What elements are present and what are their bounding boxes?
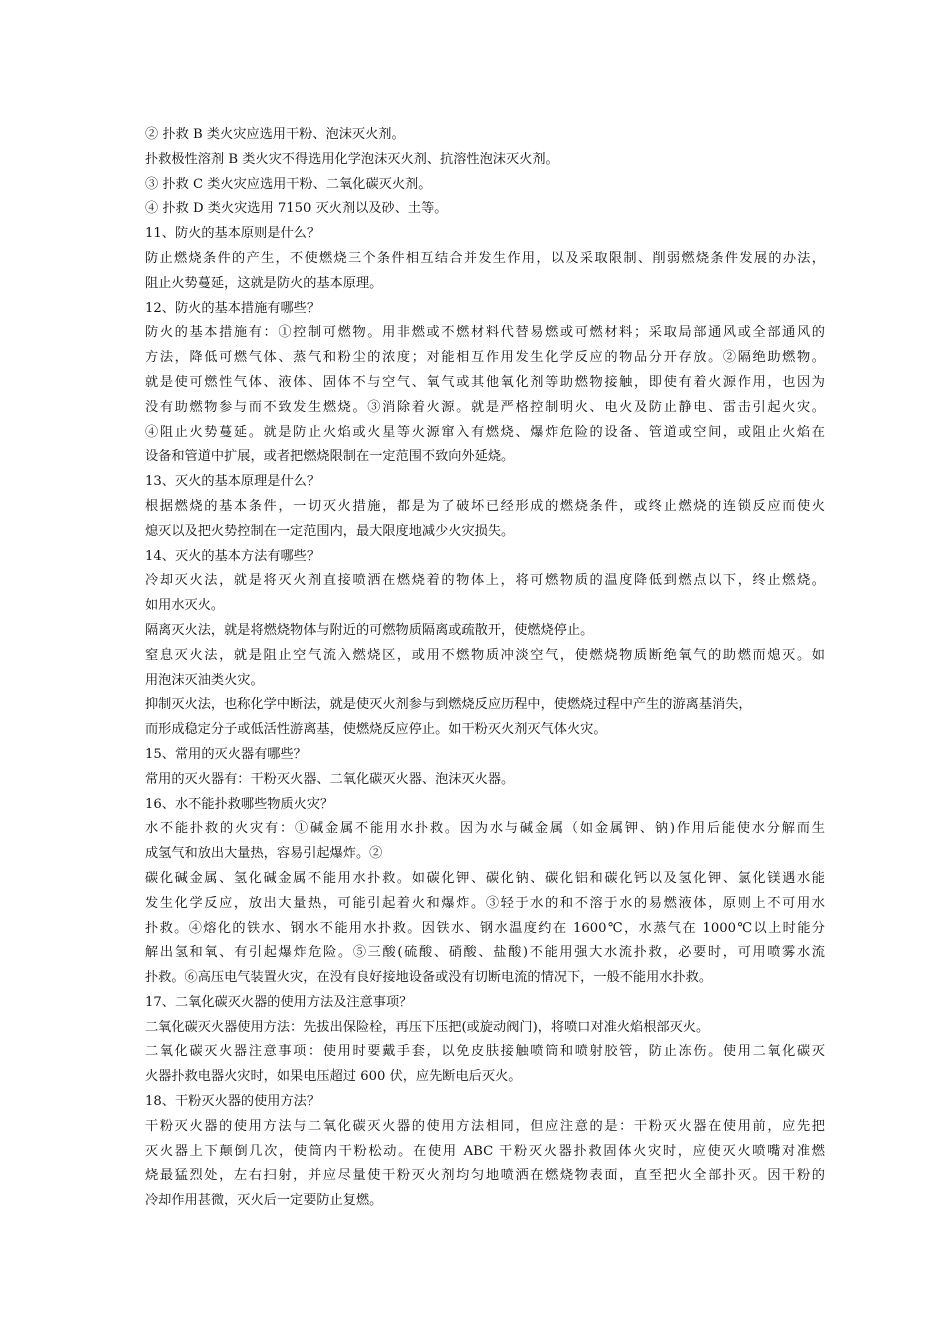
text-line: 阻止火势蔓延，这就是防火的基本原理。 bbox=[145, 275, 383, 291]
text-line: 冷却作用甚微，灭火后一定要防止复燃。 bbox=[145, 1193, 383, 1209]
text-line: 12、防火的基本措施有哪些？ bbox=[145, 300, 321, 316]
text-line: 15、常用的灭火器有哪些？ bbox=[145, 746, 307, 762]
text-line: 抑制灭火法，也称化学中断法，就是使灭火剂参与到燃烧反应历程中，使燃烧过程中产生的游离基消失， bbox=[145, 697, 752, 713]
text-line: 碳化碱金属、氢化碱金属不能用水扑救。如碳化钾、碳化钠、碳化铝和碳化钙以及氢化钾、氯化镁遇水能 bbox=[145, 870, 825, 886]
text-line: 如用水灭火。 bbox=[145, 598, 225, 614]
text-line: 发生化学反应，放出大量热，可能引起着火和爆炸。③轻于水的和不溶于水的易燃液体，原则上不可用水 bbox=[145, 895, 825, 911]
text-line: ④ 扑救 D 类火灾选用 7150 灭火剂以及砂、土等。 bbox=[145, 201, 448, 217]
text-line: 用泡沫灭油类火灾。 bbox=[145, 672, 264, 688]
text-line: 灭火器上下颠倒几次，使筒内干粉松动。在使用 ABC 干粉灭火器扑救固体火灾时，应使灭火喷嘴对准燃 bbox=[145, 1143, 825, 1159]
text-line: 扑救。⑥高压电气装置火灾，在没有良好接地设备或没有切断电流的情况下，一般不能用水扑救。 bbox=[145, 970, 713, 986]
text-line: 扑救极性溶剂 B 类火灾不得选用化学泡沫灭火剂、抗溶性泡沫灭火剂。 bbox=[145, 151, 559, 167]
text-line: 窒息灭火法，就是阻止空气流入燃烧区，或用不燃物质冲淡空气，使燃烧物质断绝氧气的助燃而熄灭。如 bbox=[145, 647, 825, 663]
text-line: ③ 扑救 C 类火灾应选用干粉、二氧化碳灭火剂。 bbox=[145, 176, 432, 192]
text-line: 防火的基本措施有：①控制可燃物。用非燃或不燃材料代替易燃或可燃材料；采取局部通风或全部通风的 bbox=[145, 325, 825, 341]
text-line: 解出氢和氧、有引起爆炸危险。⑤三酸(硫酸、硝酸、盐酸)不能用强大水流扑救，必要时，可用喷雾水流 bbox=[145, 945, 825, 961]
text-line: 二氧化碳灭火器注意事项：使用时要戴手套，以免皮肤接触喷筒和喷射胶管，防止冻伤。使用二氧化碳灭 bbox=[145, 1044, 825, 1060]
text-line: 水不能扑救的火灾有：①碱金属不能用水扑救。因为水与碱金属（如金属钾、钠)作用后能使水分解而生 bbox=[145, 821, 825, 837]
text-line: 扑救。④熔化的铁水、钢水不能用水扑救。因铁水、钢水温度约在 1600℃，水蒸气在 1000℃以上时能分 bbox=[145, 920, 825, 936]
text-line: 火器扑救电器火灾时，如果电压超过 600 伏，应先断电后灭火。 bbox=[145, 1069, 522, 1085]
text-line: 常用的灭火器有：干粉灭火器、二氧化碳灭火器、泡沫灭火器。 bbox=[145, 771, 515, 787]
text-line: 14、灭火的基本方法有哪些？ bbox=[145, 548, 321, 564]
document-page bbox=[145, 123, 825, 1214]
text-line: 17、二氧化碳灭火器的使用方法及注意事项？ bbox=[145, 994, 413, 1010]
text-line: 成氢气和放出大量热，容易引起爆炸。② bbox=[145, 846, 383, 862]
text-line: ④阻止火势蔓延。就是防止火焰或火星等火源窜入有燃烧、爆炸危险的设备、管道或空间，或阻止火焰在 bbox=[145, 424, 825, 440]
text-line: 11、防火的基本原则是什么？ bbox=[145, 226, 321, 242]
text-line: 烧最猛烈处，左右扫射，并应尽量使干粉灭火剂均匀地喷洒在燃烧物表面，直至把火全部扑灭。因干粉的 bbox=[145, 1168, 825, 1184]
text-line: 冷却灭火法，就是将灭火剂直接喷洒在燃烧着的物体上，将可燃物质的温度降低到燃点以下，终止燃烧。 bbox=[145, 573, 825, 589]
text-line: 防止燃烧条件的产生，不使燃烧三个条件相互结合并发生作用，以及采取限制、削弱燃烧条件发展的办法， bbox=[145, 250, 825, 266]
text-line: 13、灭火的基本原理是什么？ bbox=[145, 474, 321, 490]
text-line: 就是使可燃性气体、液体、固体不与空气、氧气或其他氧化剂等助燃物接触，即使有着火源作用，也因为 bbox=[145, 374, 825, 390]
text-line: 没有助燃物参与而不致发生燃烧。③消除着火源。就是严格控制明火、电火及防止静电、雷击引起火灾。 bbox=[145, 399, 825, 415]
text-line: 18、干粉灭火器的使用方法？ bbox=[145, 1094, 321, 1110]
text-line: 干粉灭火器的使用方法与二氧化碳灭火器的使用方法相同，但应注意的是：干粉灭火器在使用前，应先把 bbox=[145, 1118, 825, 1134]
text-line: 隔离灭火法，就是将燃烧物体与附近的可燃物质隔离或疏散开，使燃烧停止。 bbox=[145, 622, 594, 638]
text-line: 二氧化碳灭火器使用方法：先拔出保险栓，再压下压把(或旋动阀门)，将喷口对准火焰根部灭火。 bbox=[145, 1019, 710, 1035]
text-line: ② 扑救 B 类火灾应选用干粉、泡沫灭火剂。 bbox=[145, 127, 405, 142]
text-line: 熄灭以及把火势控制在一定范围内，最大限度地减少火灾损失。 bbox=[145, 523, 515, 539]
text-line: 16、水不能扑救哪些物质火灾？ bbox=[145, 796, 334, 812]
text-line: 而形成稳定分子或低活性游离基，使燃烧反应停止。如干粉灭火剂灭气体火灾。 bbox=[145, 722, 607, 738]
text-line: 设备和管道中扩展，或者把燃烧限制在一定范围不致向外延烧。 bbox=[145, 449, 515, 465]
text-line: 方法，降低可燃气体、蒸气和粉尘的浓度；对能相互作用发生化学反应的物品分开存放。②隔绝助燃物。 bbox=[145, 350, 825, 366]
text-line: 根据燃烧的基本条件，一切灭火措施，都是为了破坏已经形成的燃烧条件，或终止燃烧的连锁反应而使火 bbox=[145, 498, 825, 514]
